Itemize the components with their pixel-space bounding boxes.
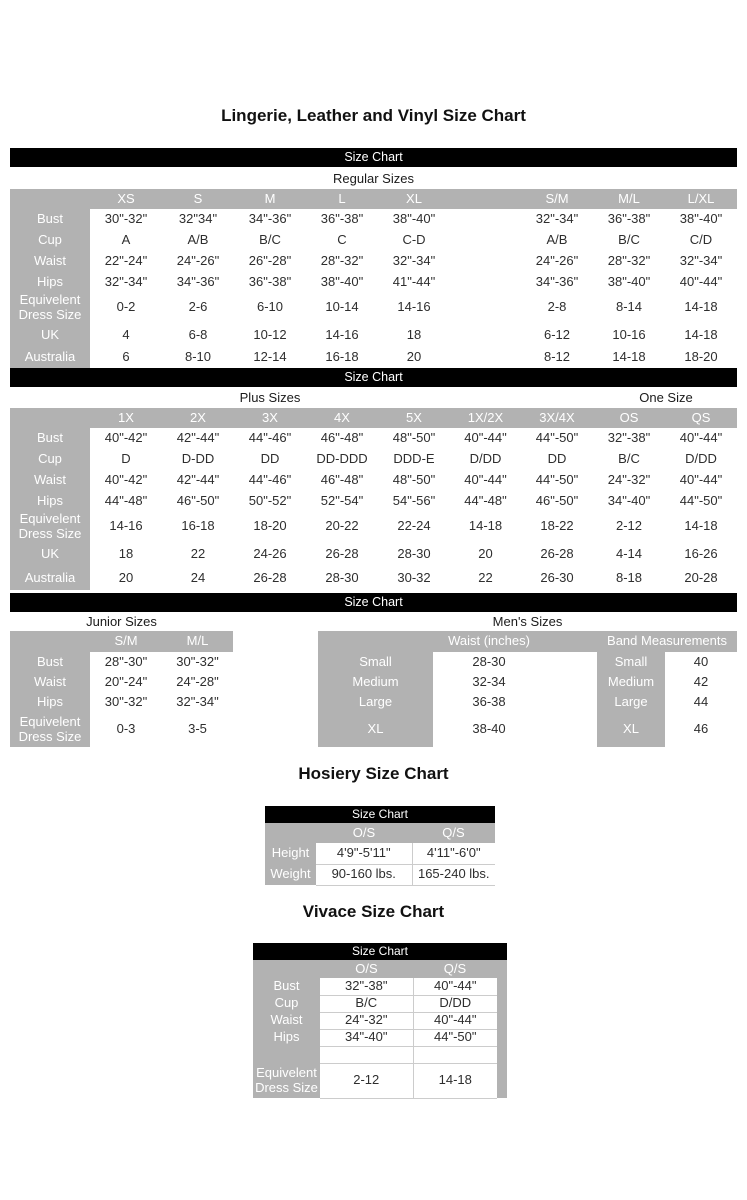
vivace-title: Vivace Size Chart [302,902,445,921]
table-cell: 18-20 [665,347,737,368]
mens-sizes-table [318,631,737,747]
table-cell: 40"-44" [413,1012,497,1029]
row-label: Waist [10,672,90,692]
table-cell: 14-16 [90,511,162,542]
table-cell: 44 [665,692,737,712]
one-size-heading: One Size [639,390,693,405]
gap-cell [450,347,521,368]
table-cell: 42 [665,672,737,692]
table-cell: 40"-44" [450,428,521,449]
edge-cell [497,995,507,1012]
hosiery-title: Hosiery Size Chart [298,764,449,783]
table-cell: 34"-36" [521,272,593,292]
column-header: Band Measurements [597,631,737,652]
gap-cell [450,292,521,323]
column-header: XS [90,189,162,209]
hosiery-table [265,823,495,886]
table-row [10,470,737,491]
table-cell: B/C [593,449,665,470]
table-cell: 28-30 [433,652,545,672]
table-cell: 14-18 [413,1063,497,1098]
table-cell: 32"-34" [521,209,593,230]
table-cell: 14-18 [665,292,737,323]
column-header: Q/S [412,823,495,843]
table-cell: 32"-38" [320,978,413,995]
table-cell: 32"-34" [378,251,450,272]
table-cell: 18-20 [234,511,306,542]
table-row [10,251,737,272]
column-header: 1X [90,408,162,428]
table-cell: 20"-24" [90,672,162,692]
table-cell: DDD-E [378,449,450,470]
table-cell: 36"-38" [306,209,378,230]
table-cell: 10-14 [306,292,378,323]
edge-cell [497,1012,507,1029]
plus-sizes-table [10,408,737,590]
column-header: S/M [90,631,162,652]
table-cell: 24"-32" [320,1012,413,1029]
row-label: Cup [10,230,90,251]
junior-sizes-table [10,631,233,747]
table-row [253,995,507,1012]
table-cell: D/DD [450,449,521,470]
table-cell: 40 [665,652,737,672]
column-header [10,408,90,428]
table-cell: A/B [162,230,234,251]
table-row [10,449,737,470]
column-header [265,823,316,843]
table-row [253,1046,507,1063]
table-row [318,652,737,672]
table-cell: 44"-50" [521,470,593,491]
row-label: Equivelent Dress Size [10,511,90,542]
column-header: L/XL [665,189,737,209]
row-label: Hips [10,491,90,511]
column-header [497,960,507,978]
table-cell: 32"-38" [593,428,665,449]
table-cell: 24"-26" [521,251,593,272]
column-header [545,631,597,652]
table-cell: 3-5 [162,712,233,747]
table-row [253,1012,507,1029]
edge-cell [497,1063,507,1098]
table-cell: 8-12 [521,347,593,368]
column-header: S/M [521,189,593,209]
column-header: S [162,189,234,209]
gap-cell [450,323,521,347]
table-cell: 14-18 [665,323,737,347]
size-table [253,960,507,1099]
table-cell: D/DD [665,449,737,470]
row-label: XL [318,712,433,747]
table-cell: B/C [320,995,413,1012]
row-label: Cup [10,449,90,470]
table-row [10,542,737,566]
table-cell: C-D [378,230,450,251]
table-cell: 34"-36" [162,272,234,292]
header-row [265,823,495,843]
table-cell: 26-30 [521,566,593,590]
table-cell: 4-14 [593,542,665,566]
table-cell: 28-30 [306,566,378,590]
table-cell: 4'11"-6'0" [412,843,495,864]
table-cell: 52"-54" [306,491,378,511]
row-label: Small [597,652,665,672]
table-cell: 40"-44" [450,470,521,491]
table-cell: 20 [450,542,521,566]
table-cell: 46"-48" [306,428,378,449]
table-row [253,978,507,995]
table-cell: 24"-32" [593,470,665,491]
table-cell: B/C [593,230,665,251]
table-cell: 90-160 lbs. [316,864,412,885]
row-label: Hips [10,272,90,292]
table-row [10,428,737,449]
row-label: Equivelent Dress Size [10,292,90,323]
column-header [450,189,521,209]
gap-cell [450,272,521,292]
table-cell: 12-14 [234,347,306,368]
table-cell: 38"-40" [378,209,450,230]
regular-sizes-heading: Regular Sizes [333,171,414,186]
column-header: 3X [234,408,306,428]
table-cell: 2-8 [521,292,593,323]
table-row [10,652,233,672]
row-label: Bust [10,428,90,449]
header-row [10,189,737,209]
table-cell: 44"-48" [90,491,162,511]
table-row [10,712,233,747]
table-cell: 14-18 [593,347,665,368]
size-chart-bar: Size Chart [253,943,507,960]
table-cell: 22"-24" [90,251,162,272]
table-cell: 0-2 [90,292,162,323]
row-label: Medium [318,672,433,692]
row-label: Small [318,652,433,672]
table-cell: 30"-32" [90,209,162,230]
table-cell: C [306,230,378,251]
table-cell: 40"-42" [90,470,162,491]
table-cell: 34"-40" [593,491,665,511]
column-header: QS [665,408,737,428]
table-cell: 0-3 [90,712,162,747]
table-row [318,692,737,712]
table-cell [320,1046,413,1063]
column-header: 5X [378,408,450,428]
regular-sizes-table [10,189,737,368]
table-cell: 40"-44" [413,978,497,995]
column-header: M [234,189,306,209]
row-label [253,1046,320,1063]
table-cell: 20 [90,566,162,590]
column-header: XL [378,189,450,209]
table-cell: 32"-34" [665,251,737,272]
table-cell: 34"-36" [234,209,306,230]
table-cell: 6-8 [162,323,234,347]
table-cell: 42"-44" [162,470,234,491]
table-cell: 14-18 [450,511,521,542]
row-label: Bust [10,652,90,672]
edge-cell [497,1046,507,1063]
table-row [253,1029,507,1046]
gap-cell [545,672,597,692]
column-header [10,189,90,209]
column-header: Waist (inches) [433,631,545,652]
row-label: Australia [10,347,90,368]
table-cell: 28"-32" [306,251,378,272]
table-cell: B/C [234,230,306,251]
column-header: M/L [593,189,665,209]
table-cell: 2-12 [320,1063,413,1098]
table-cell: 38"-40" [593,272,665,292]
table-cell: 6-12 [521,323,593,347]
table-cell: 16-18 [162,511,234,542]
page-title: Lingerie, Leather and Vinyl Size Chart [221,106,526,125]
table-cell: 34"-40" [320,1029,413,1046]
table-cell: 6 [90,347,162,368]
table-cell: 30"-32" [162,652,233,672]
row-label: Hips [10,692,90,712]
table-cell: 2-6 [162,292,234,323]
header-row [10,631,233,652]
table-row [318,712,737,747]
row-label: UK [10,323,90,347]
table-cell: 40"-42" [90,428,162,449]
size-table [318,631,737,747]
size-chart-bar: Size Chart [10,368,737,387]
table-cell: 165-240 lbs. [412,864,495,885]
table-cell: 24"-28" [162,672,233,692]
table-row [10,209,737,230]
table-cell: 24-26 [234,542,306,566]
table-cell: 24"-26" [162,251,234,272]
table-cell: 41"-44" [378,272,450,292]
gap-cell [450,251,521,272]
table-cell: 28"-30" [90,652,162,672]
size-table [265,823,495,886]
table-row [10,692,233,712]
table-row [10,230,737,251]
row-label: Equivelent Dress Size [253,1063,320,1098]
table-cell: 24 [162,566,234,590]
table-cell [413,1046,497,1063]
row-label: Australia [10,566,90,590]
row-label: Large [318,692,433,712]
table-cell: 32"-34" [162,692,233,712]
table-cell: DD [521,449,593,470]
size-table [10,189,737,368]
column-header [253,960,320,978]
table-cell: 46"-48" [306,470,378,491]
row-label: Waist [10,251,90,272]
row-label: Cup [253,995,320,1012]
table-row [10,323,737,347]
header-row [318,631,737,652]
table-cell: 16-18 [306,347,378,368]
column-header [10,631,90,652]
table-cell: D/DD [413,995,497,1012]
gap-cell [450,230,521,251]
table-row [10,292,737,323]
column-header: 2X [162,408,234,428]
table-row [10,272,737,292]
table-cell: 26"-28" [234,251,306,272]
table-row [318,672,737,692]
table-cell: 48"-50" [378,470,450,491]
edge-cell [497,978,507,995]
table-cell: 22 [162,542,234,566]
row-label: Hips [253,1029,320,1046]
table-cell: 46 [665,712,737,747]
table-cell: 32-34 [433,672,545,692]
table-cell: 44"-48" [450,491,521,511]
table-cell: 44"-50" [413,1029,497,1046]
junior-sizes-heading: Junior Sizes [86,614,157,629]
column-header: O/S [320,960,413,978]
table-row [10,491,737,511]
size-chart-bar: Size Chart [10,593,737,612]
table-row [10,347,737,368]
column-header: Q/S [413,960,497,978]
size-table [10,631,233,747]
header-row [253,960,507,978]
row-label: Waist [10,470,90,491]
table-cell: D [90,449,162,470]
table-cell: 10-12 [234,323,306,347]
table-cell: D-DD [162,449,234,470]
table-cell: 40"-44" [665,470,737,491]
table-cell: 30-32 [378,566,450,590]
table-cell: DD-DDD [306,449,378,470]
table-row [10,511,737,542]
table-cell: 38-40 [433,712,545,747]
gap-cell [545,652,597,672]
row-label: Bust [10,209,90,230]
table-cell: A [90,230,162,251]
edge-cell [497,1029,507,1046]
table-cell: 26-28 [521,542,593,566]
row-label: Bust [253,978,320,995]
table-cell: 36"-38" [593,209,665,230]
table-cell: 20 [378,347,450,368]
table-cell: 8-18 [593,566,665,590]
table-cell: 46"-50" [162,491,234,511]
table-cell: 40"-44" [665,272,737,292]
table-row [265,864,495,885]
table-cell: A/B [521,230,593,251]
table-cell: 44"-50" [665,491,737,511]
table-cell: 50"-52" [234,491,306,511]
table-cell: 6-10 [234,292,306,323]
table-row [253,1063,507,1098]
table-cell: 38"-40" [306,272,378,292]
table-cell: 20-22 [306,511,378,542]
table-cell: 44"-46" [234,428,306,449]
table-cell: 44"-46" [234,470,306,491]
table-cell: 36"-38" [234,272,306,292]
column-header: M/L [162,631,233,652]
table-cell: 42"-44" [162,428,234,449]
table-cell: 36-38 [433,692,545,712]
row-label: XL [597,712,665,747]
plus-sizes-heading: Plus Sizes [239,390,301,405]
column-header [318,631,433,652]
table-cell: 32"34" [162,209,234,230]
table-cell: 8-14 [593,292,665,323]
gap-cell [450,209,521,230]
column-header: O/S [316,823,412,843]
row-label: UK [10,542,90,566]
row-label: Medium [597,672,665,692]
table-cell: 30"-32" [90,692,162,712]
vivace-table [253,960,507,1099]
column-header: 3X/4X [521,408,593,428]
table-cell: 46"-50" [521,491,593,511]
table-cell: 14-16 [306,323,378,347]
table-cell: 38"-40" [665,209,737,230]
table-cell: 10-16 [593,323,665,347]
table-cell: 54"-56" [378,491,450,511]
table-cell: 44"-50" [521,428,593,449]
table-cell: C/D [665,230,737,251]
table-cell: 32"-34" [90,272,162,292]
size-chart-bar: Size Chart [10,148,737,167]
column-header: OS [593,408,665,428]
table-cell: 4'9"-5'11" [316,843,412,864]
gap-cell [545,712,597,747]
table-row [10,672,233,692]
row-label: Weight [265,864,316,885]
row-label: Large [597,692,665,712]
table-cell: 18-22 [521,511,593,542]
table-cell: 22 [450,566,521,590]
table-cell: 26-28 [306,542,378,566]
mens-sizes-heading: Men's Sizes [492,614,563,629]
table-cell: 2-12 [593,511,665,542]
table-row [10,566,737,590]
table-row [265,843,495,864]
row-label: Height [265,843,316,864]
table-cell: 28"-32" [593,251,665,272]
table-cell: 18 [90,542,162,566]
table-cell: 14-18 [665,511,737,542]
table-cell: 16-26 [665,542,737,566]
size-chart-bar: Size Chart [265,806,495,823]
table-cell: 20-28 [665,566,737,590]
table-cell: 48"-50" [378,428,450,449]
table-cell: 26-28 [234,566,306,590]
column-header: 4X [306,408,378,428]
row-label: Equivelent Dress Size [10,712,90,747]
row-label: Waist [253,1012,320,1029]
table-cell: 8-10 [162,347,234,368]
gap-cell [545,692,597,712]
column-header: 1X/2X [450,408,521,428]
table-cell: 18 [378,323,450,347]
size-table [10,408,737,590]
table-cell: DD [234,449,306,470]
table-cell: 22-24 [378,511,450,542]
table-cell: 4 [90,323,162,347]
column-header: L [306,189,378,209]
table-cell: 28-30 [378,542,450,566]
table-cell: 14-16 [378,292,450,323]
header-row [10,408,737,428]
table-cell: 40"-44" [665,428,737,449]
